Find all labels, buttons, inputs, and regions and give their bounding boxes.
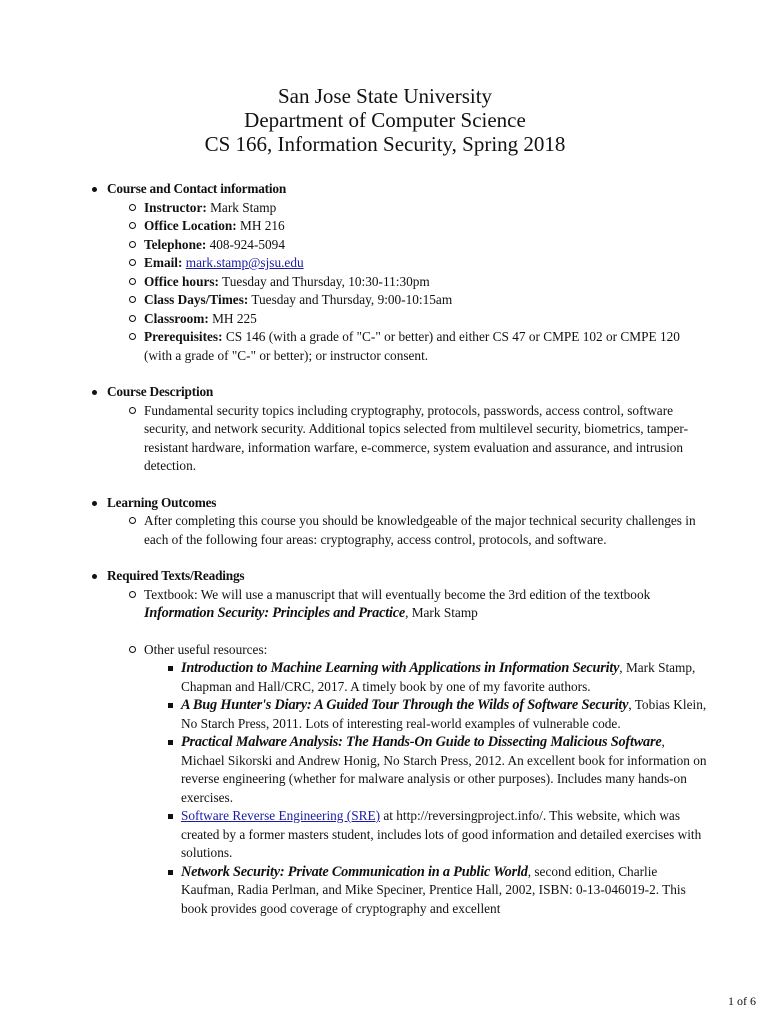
instructor-item: Instructor: Mark Stamp xyxy=(107,199,708,218)
section-heading: Course Description xyxy=(107,384,214,399)
classroom-item: Classroom: MH 225 xyxy=(107,310,708,329)
resource-item: Introduction to Machine Learning with Applications in Information Security, Mark Stamp, Chapman and Hall/CRC, 2017. A timely book by one of my favorite authors. xyxy=(144,659,708,696)
telephone-item: Telephone: 408-924-5094 xyxy=(107,236,708,255)
section-description xyxy=(0,383,770,476)
section-contact xyxy=(0,180,770,365)
section-heading: Learning Outcomes xyxy=(107,494,217,510)
other-resources-item: Other useful resources: Introduction to Machine Learning with Applications in Information Security, Mark Stamp, Chapman and Hall/CRC, 2017. A timely book by one of my favorite authors. A Bug Hunter's Diary: A Guided Tour Through the Wilds of Software Security, Tobias Klein, No Starch Press, 2011. Lots of interesting real-world examples of vulnerable code. Practical Malware Analysis: The Hands-On Guide to Dissecting Malicious Software, Michael Sikorski and Andrew Honig, No Starch Press, 2012. An excellent book for information on reverse engineering (whether for malware analysis or other purposes). Includes many hands-on exercises. Software Reverse Engineering (SRE) at http://reversingproject.info/. This website, which was created by a former masters student, includes lots of good information and detailed exercises with solutions. Network Security: Private Communication in a Public World, second edition, Charlie Kaufman, Radia Perlman, and Mike Speciner, Prentice Hall, 2002, ISBN: 0-13-046019-2. This book provides good coverage of cryptography and excellent xyxy=(107,641,708,919)
email-item: Email: mark.stamp@sjsu.edu xyxy=(107,254,708,273)
textbook-item: Textbook: We will use a manuscript that will eventually become the 3rd edition of the textbook Information Security: Principles and Practice, Mark Stamp xyxy=(107,586,708,623)
section-outcomes xyxy=(0,494,770,550)
email-link[interactable]: mark.stamp@sjsu.edu xyxy=(185,255,304,270)
sre-link[interactable]: Software Reverse Engineering (SRE) xyxy=(181,808,381,823)
resource-item: Practical Malware Analysis: The Hands-On Guide to Dissecting Malicious Software, Michael Sikorski and Andrew Honig, No Starch Press, 2012. An excellent book for information on reverse engineering (whether for malware analysis or other purposes). Includes many hands-on exercises. xyxy=(144,733,708,807)
outcomes-text: After completing this course you should be knowledgeable of the major technical security challenges in each of the following four areas: cryptography, access control, protocols, and software. xyxy=(107,512,708,549)
section-heading: Course and Contact information xyxy=(107,181,287,196)
syllabus-content xyxy=(0,180,770,936)
department-name: Department of Computer Science xyxy=(244,108,526,132)
section-heading: Required Texts/Readings xyxy=(107,568,245,583)
office-location-item: Office Location: MH 216 xyxy=(107,217,708,236)
page-number: 1 of 6 xyxy=(728,994,756,1008)
course-title: CS 166, Information Security, Spring 2018 xyxy=(204,132,566,156)
page-title xyxy=(0,84,770,156)
office-hours-item: Office hours: Tuesday and Thursday, 10:30-11:30pm xyxy=(107,273,708,292)
section-texts xyxy=(0,567,770,918)
description-text: Fundamental security topics including cryptography, protocols, passwords, access control, software security, and network security. Additional topics selected from multilevel security, biometrics, tamper-resistant hardware, information warfare, e-commerce, system evaluation and assurance, and intrusion detection. xyxy=(107,402,708,476)
prerequisites-item: Prerequisites: CS 146 (with a grade of "C-" or better) and either CS 47 or CMPE 102 or CMPE 120 (with a grade of "C-" or better); or instructor consent. xyxy=(107,328,708,365)
resource-item: Network Security: Private Communication in a Public World, second edition, Charlie Kaufman, Radia Perlman, and Mike Speciner, Prentice Hall, 2002, ISBN: 0-13-046019-2. This book provides good coverage of cryptography and excellent xyxy=(144,863,708,919)
university-name: San Jose State University xyxy=(277,84,493,108)
resource-item: A Bug Hunter's Diary: A Guided Tour Through the Wilds of Software Security, Tobias Klein, No Starch Press, 2011. Lots of interesting real-world examples of vulnerable code. xyxy=(144,696,708,733)
resource-item: Software Reverse Engineering (SRE) at http://reversingproject.info/. This website, which was created by a former masters student, includes lots of good information and detailed exercises with solutions. xyxy=(144,807,708,863)
class-times-item: Class Days/Times: Tuesday and Thursday, 9:00-10:15am xyxy=(107,291,708,310)
